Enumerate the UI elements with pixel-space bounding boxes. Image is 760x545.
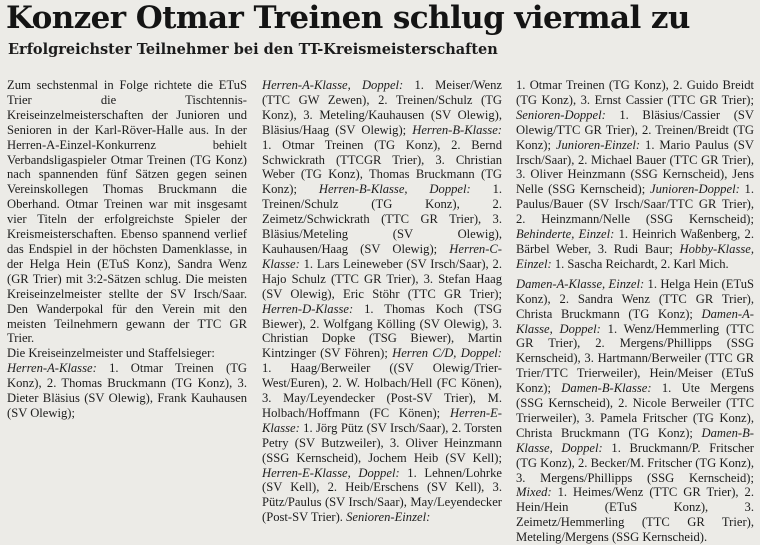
result-label: Damen-B-Klasse, Doppel:	[516, 425, 754, 455]
result-label: Damen-A-Klasse, Doppel:	[516, 306, 754, 336]
result-text: 1. Haag/Berweiler ((SV Olewig/Trier-West/Euren), 2. W. Holbach/Hell (FC Könen), 3. May/Leyendecker (Post-SV Trier), M. Holbach/Hoffmann (FC Könen);	[262, 361, 502, 420]
article-column-1	[7, 78, 247, 421]
result-text: 1. Helga Hein (ETuS Konz), 2. Sandra Wenz (TTC GR Trier), Christa Bruckmann (TG Konz);	[516, 276, 754, 321]
result-label: Hobby-Klasse, Einzel:	[516, 241, 754, 271]
result-label: Herren-A-Klasse, Doppel:	[262, 78, 404, 92]
result-label: Senioren-Doppel:	[516, 107, 606, 122]
article-headline: Konzer Otmar Treinen schlug viermal zu	[6, 0, 690, 36]
result-label: Herren-A-Klasse:	[7, 361, 97, 376]
result-label: Herren-B-Klasse, Doppel:	[318, 182, 471, 197]
result-label: Behinderte, Einzel:	[516, 227, 615, 242]
result-label: Herren C/D, Doppel:	[392, 346, 502, 361]
article-column-2	[262, 78, 502, 525]
result-label: Herren-E-Klasse:	[262, 405, 502, 435]
article-subheadline: Erfolgreichster Teilnehmer bei den TT-Kreismeisterschaften	[8, 41, 498, 58]
result-label: Herren-B-Klasse:	[412, 122, 502, 137]
result-label: Junioren-Einzel:	[555, 137, 641, 152]
article-column-3	[516, 78, 754, 545]
result-text: 1. Treinen/Schulz (TG Konz), 2. Zeimetz/Schwickrath (TTC GR Trier), 3. Bläsius/Meteling (SV Olewig), Kauhausen/Haag (SV Olewig);	[262, 182, 503, 256]
result-text: 1. Lehnen/Lohrke (SV Kell), 2. Heib/Erschens (SV Kell), 3. Pütz/Paulus (SV Irsch/Saar), May/Leyendecker (Post-SV Trier).	[262, 465, 503, 525]
result-text: 1. Meiser/Wenz (TTC GW Zewen), 2. Treinen/Schulz (TG Konz), 3. Meteling/Kauhausen (SV Olewig), Bläsius/Haag (SV Olewig);	[262, 78, 502, 137]
result-text: 1. Otmar Treinen (TG Konz), 2. Thomas Bruckmann (TG Konz), 3. Dieter Bläsius (SV Olewig), Frank Kauhausen (SV Olewig);	[7, 361, 247, 420]
result-text: 1. Otmar Treinen (TG Konz), 2. Bernd Schwickrath (TTCGR Trier), 3. Christian Weber (TG Konz), Thomas Bruckmann (TG Konz);	[262, 137, 502, 197]
results-text-part-1	[7, 361, 247, 421]
result-text: 1. Ute Mergens (SSG Kernscheid), 2. Nicole Berweiler (TTC Trierweiler), 3. Pamela Fritscher (TG Konz), Christa Bruckmann (TG Konz);	[516, 381, 754, 440]
result-label: Senioren-Einzel:	[346, 510, 431, 525]
results-text-part-2	[262, 78, 502, 525]
result-text: 1. Bläsius/Cassier (SV Olewig/TTC GR Trier), 2. Treinen/Breidt (TG Konz);	[516, 107, 754, 152]
intro-paragraph: Zum sechstenmal in Folge richtete die ETuS Trier die Tischtennis-Kreiseinzelmeisterschaften der Junioren und Senioren in der Karl-Röver-Halle aus. In der Herren-A-Einzel-Konkurrenz behielt Verbandsligaspieler Otmar Treinen (TG Konz) nach spannenden fünf Sätzen gegen seinen Vereinskollegen Thomas Bruckmann die Oberhand. Otmar Treinen war mit insgesamt vier Titeln der erfolgreichste Spieler der Kreismeisterschaften. Ebenso spannend verlief das Endspiel in der höchsten Damenklasse, in der Helga Hein (ETuS Konz), Sandra Wenz (GR Trier) mit 3:2-Sätzen schlug. Die meisten Kreiseinzelmeister stellte der SV Irsch/Saar. Den Wanderpokal für den Verein mit den meisten Teilnehmern gewann der TTC GR Trier.	[7, 78, 247, 346]
result-label: Junioren-Doppel:	[650, 182, 740, 197]
result-text: 1. Paulus/Bauer (SV Irsch/Saar/TTC GR Trier), 2. Heinzmann/Nelle (SSG Kernscheid);	[516, 182, 755, 227]
result-text: 1. Thomas Koch (TSG Biewer), 2. Wolfgang Kölling (SV Olewig), 3. Christian Dopke (TSG Biewer), Martin Kintzinger (SV Föhren);	[262, 301, 502, 361]
result-label: Damen-B-Klasse:	[561, 381, 652, 396]
result-text: 1. Otmar Treinen (TG Konz), 2. Guido Breidt (TG Konz), 3. Ernst Cassier (TTC GR Trier);	[516, 78, 754, 107]
result-text: 1. Wenz/Hemmerling (TTC GR Trier), 2. Mergens/Phillipps (SSG Kernscheid), 3. Hartmann/Berweiler (TTC GR Trier/TTC Trierweiler), Hein/Meiser (ETuS Konz);	[516, 321, 754, 396]
result-label: Mixed:	[516, 485, 552, 500]
result-label: Herren-E-Klasse, Doppel:	[262, 465, 400, 480]
result-label: Damen-A-Klasse, Einzel:	[516, 276, 645, 291]
result-text: 1. Heinrich Waßenberg, 2. Bärbel Weber, 3. Rudi Baur;	[516, 227, 754, 256]
result-text: 1. Mario Paulus (SV Irsch/Saar), 2. Michael Bauer (TTC GR Trier), 3. Oliver Heinzmann (SSG Kernscheid), Jens Nelle (SSG Kernscheid);	[516, 137, 754, 197]
result-text: 1. Bruckmann/P. Fritscher (TG Konz), 2. Becker/M. Fritscher (TG Konz), 3. Mergens/Phillipps (SSG Kernscheid);	[516, 440, 755, 485]
results-text-part-4	[516, 277, 754, 545]
result-label: Herren-C-Klasse:	[262, 241, 502, 271]
result-label: Herren-D-Klasse:	[262, 301, 354, 316]
result-text: 1. Sascha Reichardt, 2. Karl Mich.	[551, 256, 729, 271]
result-text: 1. Jörg Pütz (SV Irsch/Saar), 2. Torsten Petry (SV Butzweiler), 3. Oliver Heinzmann (SSG Kernscheid), Jochem Heib (SV Kell);	[262, 420, 502, 465]
results-heading: Die Kreiseinzelmeister und Staffelsieger:	[7, 346, 215, 361]
results-text-part-3	[516, 78, 754, 272]
result-text: 1. Heimes/Wenz (TTC GR Trier), 2. Hein/Hein (ETuS Konz), 3. Zeimetz/Hemmerling (TTC GR Trier), Meteling/Mergens (SSG Kernscheid).	[516, 485, 754, 545]
result-text: 1. Lars Leineweber (SV Irsch/Saar), 2. Hajo Schulz (TTC GR Trier), 3. Stefan Haag (SV Olewig), Eric Stöhr (TTC GR Trier);	[262, 256, 502, 301]
